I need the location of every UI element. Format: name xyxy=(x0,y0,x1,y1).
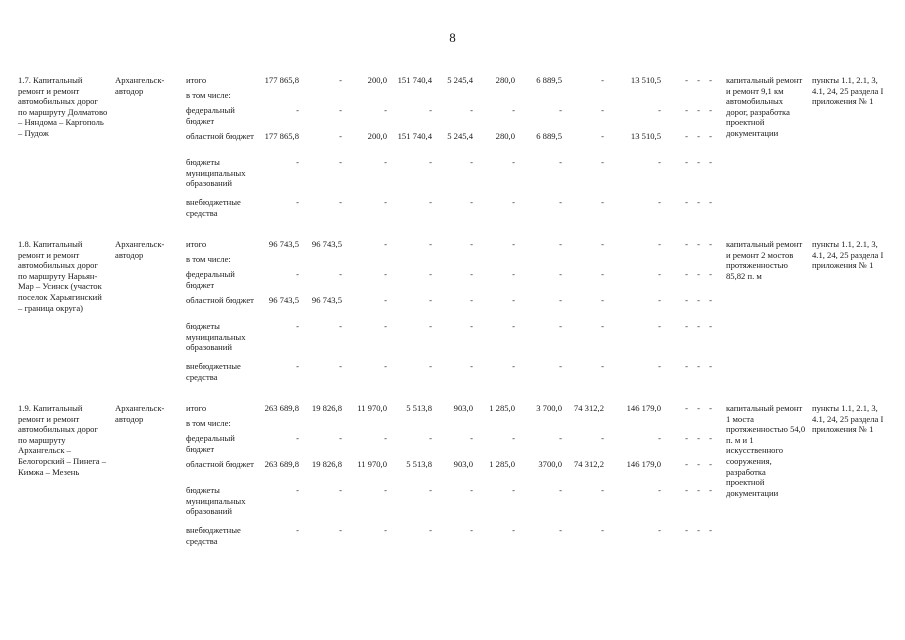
executor: Архангельск-автодор xyxy=(115,75,165,96)
funding-source-label: внебюджетные средства xyxy=(186,197,241,218)
amount-cell: 200,0 xyxy=(367,75,387,85)
amount-cell: - xyxy=(339,75,342,85)
expected-result: капитальный ремонт 1 моста протяженностью 54,0 п. м и 1 искусственного сооружения, разработка проектной документации xyxy=(726,403,806,498)
amount-cell: - xyxy=(512,239,515,249)
amount-cell: 263 689,8 xyxy=(264,403,299,413)
amount-cell: - xyxy=(601,239,604,249)
amount-cell: - xyxy=(697,269,700,279)
amount-cell: - xyxy=(709,295,712,305)
amount-cell: - xyxy=(470,197,473,207)
amount-cell: - xyxy=(296,269,299,279)
amount-cell: - xyxy=(429,239,432,249)
amount-cell: 96 743,5 xyxy=(311,295,342,305)
amount-cell: 13 510,5 xyxy=(630,131,661,141)
amount-cell: - xyxy=(339,105,342,115)
amount-cell: - xyxy=(339,485,342,495)
amount-cell: - xyxy=(339,525,342,535)
amount-cell: - xyxy=(709,459,712,469)
amount-cell: 903,0 xyxy=(453,459,473,469)
amount-cell: 13 510,5 xyxy=(630,75,661,85)
amount-cell: - xyxy=(559,105,562,115)
amount-cell: - xyxy=(685,269,688,279)
amount-cell: - xyxy=(685,75,688,85)
amount-cell: 177 865,8 xyxy=(264,75,299,85)
amount-cell: - xyxy=(339,157,342,167)
amount-cell: - xyxy=(601,197,604,207)
expected-result: капитальный ремонт и ремонт 2 мостов протяженностью 85,82 п. м xyxy=(726,239,803,281)
amount-cell: 263 689,8 xyxy=(264,459,299,469)
amount-cell: - xyxy=(685,525,688,535)
amount-cell: 280,0 xyxy=(495,131,515,141)
amount-cell: - xyxy=(512,157,515,167)
amount-cell: - xyxy=(697,459,700,469)
amount-cell: - xyxy=(601,433,604,443)
amount-cell: - xyxy=(601,105,604,115)
funding-source-label: федеральный бюджет xyxy=(186,433,235,454)
amount-cell: 96 743,5 xyxy=(311,239,342,249)
measure-title: 1.7. Капитальный ремонт и ремонт автомобильных дорог по маршруту Долматово – Няндома – Каргополь – Пудож xyxy=(18,75,108,138)
amount-cell: - xyxy=(512,361,515,371)
amount-cell: - xyxy=(658,105,661,115)
amount-cell: - xyxy=(384,197,387,207)
amount-cell: - xyxy=(296,485,299,495)
amount-cell: - xyxy=(697,157,700,167)
funding-source-label: бюджеты муниципальных образований xyxy=(186,157,246,189)
funding-source-label: итого xyxy=(186,403,207,413)
amount-cell: - xyxy=(296,433,299,443)
amount-cell: - xyxy=(296,105,299,115)
amount-cell: 11 970,0 xyxy=(357,459,387,469)
amount-cell: - xyxy=(429,321,432,331)
amount-cell: - xyxy=(429,433,432,443)
amount-cell: - xyxy=(429,269,432,279)
amount-cell: - xyxy=(429,295,432,305)
executor: Архангельск-автодор xyxy=(115,403,165,424)
funding-source-label: областной бюджет xyxy=(186,295,254,305)
target-indicators: пункты 1.1, 2.1, 3, 4.1, 24, 25 раздела I приложения № 1 xyxy=(812,239,884,271)
amount-cell: - xyxy=(685,485,688,495)
amount-cell: - xyxy=(709,403,712,413)
target-indicators: пункты 1.1, 2.1, 3, 4.1, 24, 25 раздела I приложения № 1 xyxy=(812,403,884,435)
funding-source-label: итого xyxy=(186,239,207,249)
amount-cell: - xyxy=(685,433,688,443)
amount-cell: - xyxy=(685,239,688,249)
amount-cell: - xyxy=(559,239,562,249)
amount-cell: - xyxy=(709,105,712,115)
amount-cell: - xyxy=(697,485,700,495)
amount-cell: - xyxy=(429,485,432,495)
amount-cell: - xyxy=(470,485,473,495)
amount-cell: - xyxy=(470,105,473,115)
amount-cell: 6 889,5 xyxy=(536,131,562,141)
amount-cell: - xyxy=(296,361,299,371)
amount-cell: - xyxy=(559,485,562,495)
amount-cell: - xyxy=(697,525,700,535)
expected-result: капитальный ремонт и ремонт 9,1 км автомобильных дорог, разработка проектной документации xyxy=(726,75,803,138)
amount-cell: 11 970,0 xyxy=(357,403,387,413)
amount-cell: - xyxy=(601,525,604,535)
measure-title: 1.8. Капитальный ремонт и ремонт автомобильных дорог по маршруту Нарьян-Мар – Усинск (участок поселок Харьягинский – граница округа) xyxy=(18,239,102,313)
amount-cell: 146 179,0 xyxy=(626,403,661,413)
amount-cell: - xyxy=(559,269,562,279)
funding-source-label: в том числе: xyxy=(186,254,231,264)
amount-cell: 96 743,5 xyxy=(268,239,299,249)
amount-cell: - xyxy=(658,361,661,371)
amount-cell: - xyxy=(512,295,515,305)
amount-cell: - xyxy=(601,361,604,371)
amount-cell: - xyxy=(709,361,712,371)
amount-cell: - xyxy=(384,157,387,167)
amount-cell: - xyxy=(697,295,700,305)
funding-source-label: внебюджетные средства xyxy=(186,361,241,382)
funding-source-label: в том числе: xyxy=(186,90,231,100)
amount-cell: - xyxy=(559,295,562,305)
amount-cell: - xyxy=(429,361,432,371)
amount-cell: - xyxy=(559,157,562,167)
amount-cell: - xyxy=(697,197,700,207)
amount-cell: 74 312,2 xyxy=(573,403,604,413)
amount-cell: 5 513,8 xyxy=(406,459,432,469)
amount-cell: - xyxy=(470,433,473,443)
amount-cell: - xyxy=(384,105,387,115)
amount-cell: - xyxy=(339,197,342,207)
amount-cell: - xyxy=(697,105,700,115)
amount-cell: - xyxy=(658,433,661,443)
amount-cell: - xyxy=(709,485,712,495)
amount-cell: - xyxy=(429,525,432,535)
target-indicators: пункты 1.1, 2.1, 3, 4.1, 24, 25 раздела I приложения № 1 xyxy=(812,75,884,107)
amount-cell: 280,0 xyxy=(495,75,515,85)
amount-cell: - xyxy=(339,131,342,141)
amount-cell: - xyxy=(709,269,712,279)
amount-cell: 3 700,0 xyxy=(536,403,562,413)
amount-cell: - xyxy=(658,321,661,331)
amount-cell: - xyxy=(512,269,515,279)
amount-cell: - xyxy=(559,433,562,443)
amount-cell: - xyxy=(512,105,515,115)
amount-cell: - xyxy=(685,157,688,167)
amount-cell: - xyxy=(685,321,688,331)
amount-cell: 3700,0 xyxy=(538,459,562,469)
amount-cell: 96 743,5 xyxy=(268,295,299,305)
amount-cell: - xyxy=(601,131,604,141)
amount-cell: - xyxy=(429,197,432,207)
amount-cell: - xyxy=(339,433,342,443)
amount-cell: - xyxy=(470,157,473,167)
amount-cell: - xyxy=(658,197,661,207)
amount-cell: - xyxy=(384,485,387,495)
amount-cell: 1 285,0 xyxy=(489,403,515,413)
amount-cell: 903,0 xyxy=(453,403,473,413)
amount-cell: - xyxy=(697,361,700,371)
amount-cell: - xyxy=(709,525,712,535)
amount-cell: 74 312,2 xyxy=(573,459,604,469)
amount-cell: - xyxy=(685,403,688,413)
amount-cell: - xyxy=(709,157,712,167)
funding-source-label: в том числе: xyxy=(186,418,231,428)
amount-cell: - xyxy=(685,197,688,207)
funding-source-label: внебюджетные средства xyxy=(186,525,241,546)
amount-cell: 151 740,4 xyxy=(397,75,432,85)
amount-cell: - xyxy=(384,295,387,305)
funding-source-label: областной бюджет xyxy=(186,131,254,141)
amount-cell: 19 826,8 xyxy=(311,459,342,469)
amount-cell: - xyxy=(296,197,299,207)
executor: Архангельск-автодор xyxy=(115,239,165,260)
amount-cell: 5 513,8 xyxy=(406,403,432,413)
funding-source-label: федеральный бюджет xyxy=(186,105,235,126)
amount-cell: - xyxy=(709,197,712,207)
amount-cell: - xyxy=(697,239,700,249)
amount-cell: - xyxy=(339,321,342,331)
funding-source-label: областной бюджет xyxy=(186,459,254,469)
amount-cell: - xyxy=(658,157,661,167)
amount-cell: - xyxy=(658,239,661,249)
amount-cell: 177 865,8 xyxy=(264,131,299,141)
amount-cell: - xyxy=(658,269,661,279)
amount-cell: - xyxy=(709,321,712,331)
amount-cell: - xyxy=(559,361,562,371)
amount-cell: - xyxy=(697,131,700,141)
amount-cell: - xyxy=(601,269,604,279)
amount-cell: - xyxy=(296,157,299,167)
amount-cell: - xyxy=(296,525,299,535)
amount-cell: - xyxy=(512,321,515,331)
amount-cell: 1 285,0 xyxy=(489,459,515,469)
amount-cell: 5 245,4 xyxy=(447,131,473,141)
amount-cell: - xyxy=(512,525,515,535)
amount-cell: - xyxy=(697,321,700,331)
amount-cell: - xyxy=(470,269,473,279)
amount-cell: - xyxy=(658,525,661,535)
amount-cell: - xyxy=(709,75,712,85)
amount-cell: - xyxy=(685,459,688,469)
amount-cell: 146 179,0 xyxy=(626,459,661,469)
amount-cell: - xyxy=(697,403,700,413)
funding-source-label: федеральный бюджет xyxy=(186,269,235,290)
amount-cell: - xyxy=(512,197,515,207)
amount-cell: - xyxy=(384,433,387,443)
amount-cell: - xyxy=(601,321,604,331)
amount-cell: - xyxy=(697,433,700,443)
amount-cell: - xyxy=(658,485,661,495)
amount-cell: - xyxy=(470,525,473,535)
amount-cell: - xyxy=(384,361,387,371)
amount-cell: - xyxy=(601,75,604,85)
amount-cell: 6 889,5 xyxy=(536,75,562,85)
amount-cell: 151 740,4 xyxy=(397,131,432,141)
amount-cell: - xyxy=(685,131,688,141)
amount-cell: - xyxy=(512,433,515,443)
amount-cell: - xyxy=(384,525,387,535)
amount-cell: - xyxy=(559,525,562,535)
amount-cell: - xyxy=(339,269,342,279)
amount-cell: 19 826,8 xyxy=(311,403,342,413)
funding-source-label: бюджеты муниципальных образований xyxy=(186,321,246,353)
amount-cell: - xyxy=(470,295,473,305)
amount-cell: - xyxy=(296,321,299,331)
amount-cell: - xyxy=(685,295,688,305)
amount-cell: - xyxy=(384,269,387,279)
amount-cell: - xyxy=(470,361,473,371)
amount-cell: - xyxy=(709,239,712,249)
amount-cell: 200,0 xyxy=(367,131,387,141)
amount-cell: - xyxy=(601,485,604,495)
amount-cell: - xyxy=(685,105,688,115)
amount-cell: - xyxy=(685,361,688,371)
funding-source-label: бюджеты муниципальных образований xyxy=(186,485,246,517)
amount-cell: - xyxy=(512,485,515,495)
amount-cell: - xyxy=(339,361,342,371)
amount-cell: 5 245,4 xyxy=(447,75,473,85)
measure-title: 1.9. Капитальный ремонт и ремонт автомобильных дорог по маршруту Архангельск – Белогорский – Пинега – Кимжа – Мезень xyxy=(18,403,107,477)
amount-cell: - xyxy=(429,105,432,115)
amount-cell: - xyxy=(559,321,562,331)
amount-cell: - xyxy=(384,321,387,331)
amount-cell: - xyxy=(429,157,432,167)
amount-cell: - xyxy=(709,433,712,443)
page-number: 8 xyxy=(449,30,456,45)
amount-cell: - xyxy=(601,295,604,305)
funding-source-label: итого xyxy=(186,75,207,85)
amount-cell: - xyxy=(658,295,661,305)
amount-cell: - xyxy=(709,131,712,141)
amount-cell: - xyxy=(559,197,562,207)
amount-cell: - xyxy=(384,239,387,249)
amount-cell: - xyxy=(697,75,700,85)
amount-cell: - xyxy=(601,157,604,167)
amount-cell: - xyxy=(470,321,473,331)
amount-cell: - xyxy=(470,239,473,249)
